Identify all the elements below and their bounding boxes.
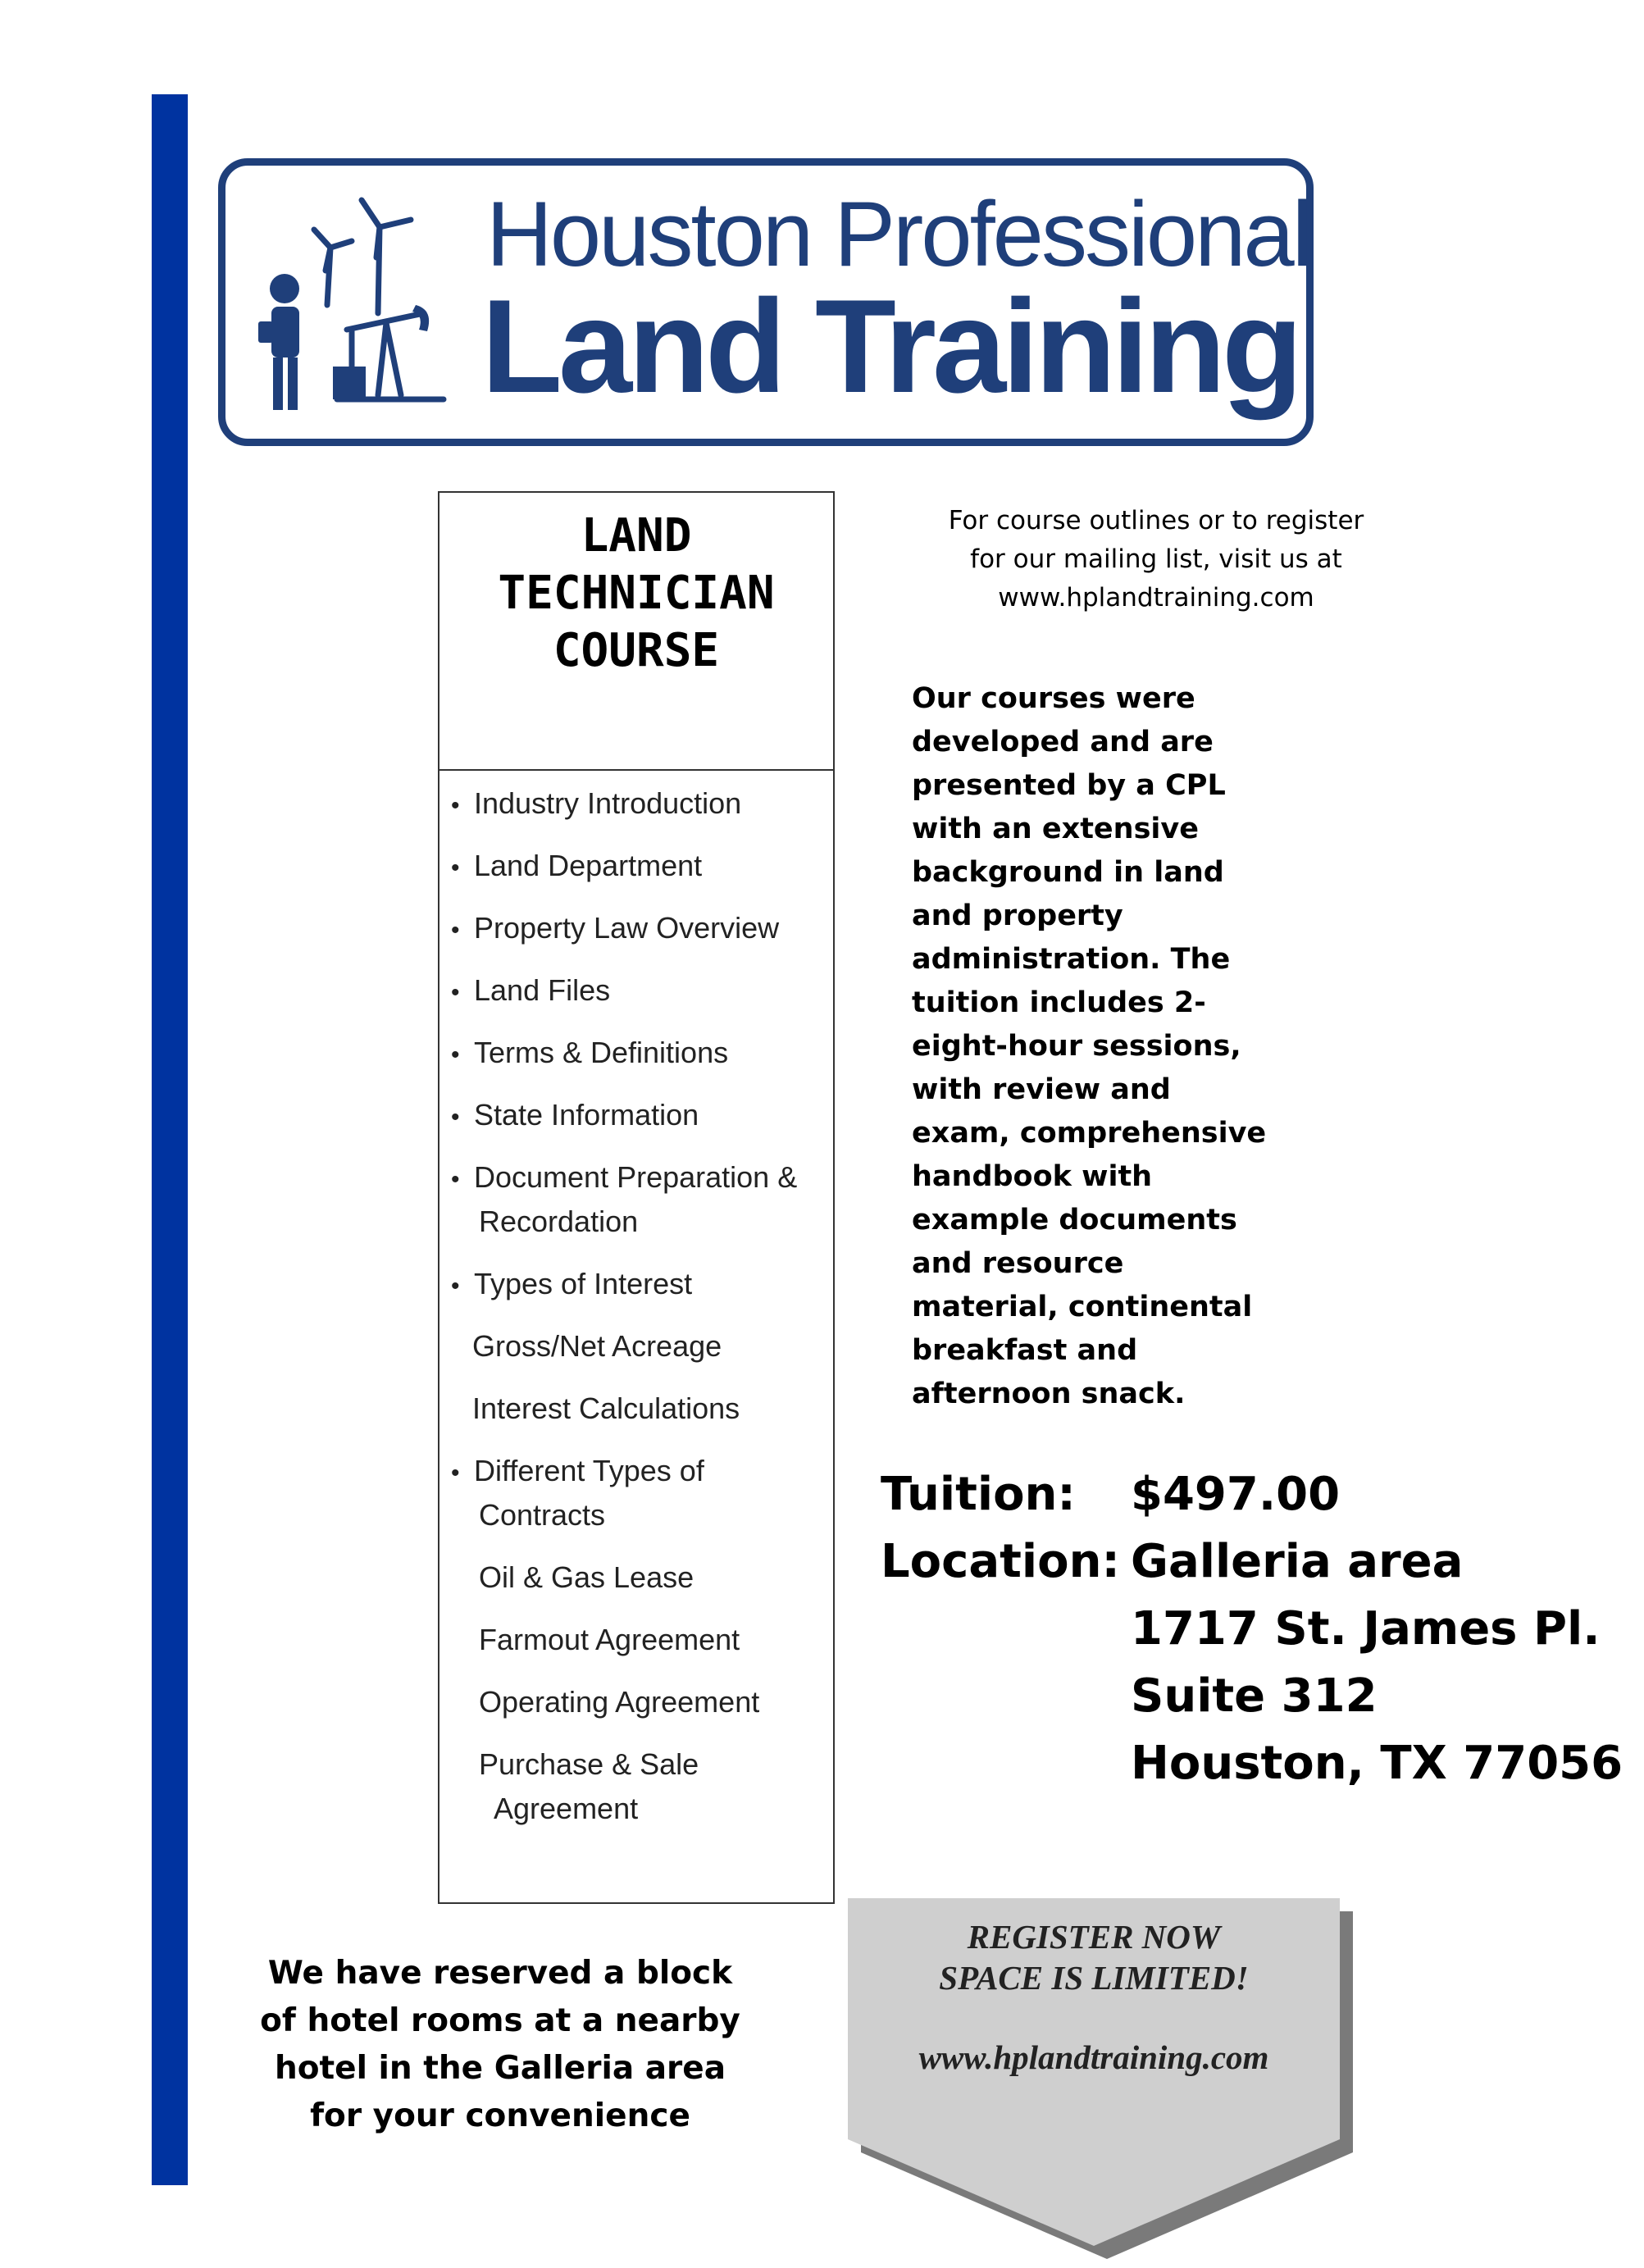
- description-line: administration. The: [912, 943, 1231, 976]
- course-topic-text: Recordation: [479, 1205, 639, 1238]
- description-line: and property: [912, 899, 1123, 932]
- register-line: REGISTER NOW: [967, 1918, 1221, 1956]
- hotel-line: for your convenience: [310, 2097, 690, 2134]
- course-topic-text: Gross/Net Acreage: [472, 1329, 722, 1363]
- info-text: [886, 502, 1427, 617]
- register-website-link[interactable]: www.hplandtraining.com: [918, 2038, 1269, 2076]
- hotel-notice: [246, 1950, 754, 2140]
- accent-bar: [152, 94, 188, 2185]
- course-title-line: TECHNICIAN: [498, 567, 775, 620]
- course-description: [912, 677, 1371, 1416]
- logo-title-line2: Land Training: [481, 272, 1300, 421]
- course-topic: [451, 1155, 797, 1202]
- logo-title-line1: Houston Professional: [486, 183, 1310, 285]
- course-subtopic: [479, 1618, 740, 1662]
- course-topic-text: Types of Interest: [474, 1267, 693, 1300]
- course-topic: [451, 844, 702, 890]
- description-line: afternoon snack.: [912, 1378, 1186, 1410]
- course-topic-text: Purchase & Sale: [479, 1747, 699, 1781]
- location-line: Houston, TX 77056: [1131, 1737, 1624, 1790]
- description-line: example documents: [912, 1204, 1237, 1236]
- bullet-icon: •: [451, 792, 460, 819]
- course-topic-continuation: [479, 1493, 605, 1537]
- website-link[interactable]: www.hplandtraining.com: [998, 583, 1314, 613]
- worker-windmill-pumpjack-icon: [255, 190, 452, 428]
- description-line: handbook with: [912, 1160, 1153, 1193]
- location-label: Location:: [881, 1535, 1120, 1588]
- pricing-block: [881, 1461, 1624, 1797]
- course-title-box: [439, 493, 833, 771]
- description-line: Our courses were: [912, 682, 1195, 715]
- description-line: background in land: [912, 856, 1224, 889]
- course-topic: [451, 1093, 699, 1140]
- description-line: tuition includes 2-: [912, 986, 1206, 1019]
- description-line: breakfast and: [912, 1334, 1138, 1367]
- course-title: [439, 493, 833, 680]
- description-line: with an extensive: [912, 813, 1199, 845]
- course-subtopic: [479, 1555, 694, 1600]
- company-logo: [218, 158, 1314, 446]
- course-topic-text: Terms & Definitions: [474, 1036, 729, 1069]
- description-line: material, continental: [912, 1291, 1253, 1323]
- course-topic-text: Different Types of: [474, 1454, 704, 1487]
- location-row: [881, 1596, 1619, 1663]
- location-line: Suite 312: [1131, 1669, 1378, 1723]
- description-line: presented by a CPL: [912, 769, 1226, 802]
- bullet-icon: •: [451, 1460, 460, 1487]
- location-line: 1717 St. James Pl.: [1131, 1602, 1601, 1655]
- bullet-icon: •: [451, 1041, 460, 1068]
- description-line: and resource: [912, 1247, 1124, 1280]
- tuition-label: Tuition:: [881, 1468, 1076, 1521]
- course-topic: [451, 1449, 704, 1496]
- course-subtopic: [479, 1680, 759, 1724]
- course-topic-text: State Information: [474, 1098, 699, 1132]
- course-subtopic: [479, 1742, 699, 1787]
- course-outline-box: [438, 491, 835, 1904]
- hotel-line: of hotel rooms at a nearby: [260, 2002, 740, 2039]
- location-row: [881, 1528, 1619, 1596]
- course-topic: [451, 968, 610, 1015]
- course-topic-text: Industry Introduction: [474, 786, 742, 820]
- register-heading: [848, 1916, 1340, 1998]
- tuition-value: $497.00: [1131, 1468, 1341, 1521]
- course-topic-text: Operating Agreement: [479, 1685, 760, 1719]
- course-title-line: LAND: [581, 509, 692, 562]
- register-banner[interactable]: [848, 1898, 1353, 2259]
- course-topic: [451, 781, 741, 828]
- course-topic-continuation: [479, 1200, 638, 1244]
- description-line: with review and: [912, 1073, 1171, 1106]
- tuition-row: [881, 1461, 1619, 1528]
- description-line: exam, comprehensive: [912, 1117, 1267, 1150]
- course-topic: [451, 1262, 692, 1309]
- course-topic-text: Farmout Agreement: [479, 1623, 740, 1656]
- bullet-icon: •: [451, 979, 460, 1006]
- course-topic-text: Land Department: [474, 849, 703, 882]
- info-line: for our mailing list, visit us at: [970, 544, 1342, 574]
- course-subtopic: [472, 1324, 722, 1369]
- course-topic: [451, 1031, 728, 1077]
- course-topic-continuation: [494, 1787, 638, 1831]
- course-topic-text: Contracts: [479, 1498, 606, 1532]
- course-topic-text: Document Preparation &: [474, 1160, 798, 1194]
- description-line: developed and are: [912, 726, 1214, 758]
- course-topic-text: Oil & Gas Lease: [479, 1560, 694, 1594]
- bullet-icon: •: [451, 1166, 460, 1193]
- bullet-icon: •: [451, 1273, 460, 1300]
- bullet-icon: •: [451, 854, 460, 881]
- course-topic-text: Agreement: [494, 1792, 639, 1825]
- course-topic-text: Property Law Overview: [474, 911, 780, 945]
- location-line: Galleria area: [1131, 1535, 1464, 1588]
- location-row: [881, 1730, 1624, 1797]
- course-topic-text: Interest Calculations: [472, 1391, 740, 1425]
- bullet-icon: •: [451, 917, 460, 944]
- hotel-line: hotel in the Galleria area: [274, 2050, 726, 2087]
- bullet-icon: •: [451, 1104, 460, 1131]
- course-subtopic: [472, 1387, 740, 1431]
- location-row: [881, 1663, 1619, 1730]
- course-topic: [451, 906, 779, 953]
- course-title-line: COURSE: [553, 624, 720, 677]
- course-topic-text: Land Files: [474, 973, 611, 1007]
- info-line: For course outlines or to register: [948, 506, 1364, 535]
- hotel-line: We have reserved a block: [267, 1955, 733, 1992]
- description-line: eight-hour sessions,: [912, 1030, 1241, 1063]
- register-line: SPACE IS LIMITED!: [939, 1959, 1249, 1997]
